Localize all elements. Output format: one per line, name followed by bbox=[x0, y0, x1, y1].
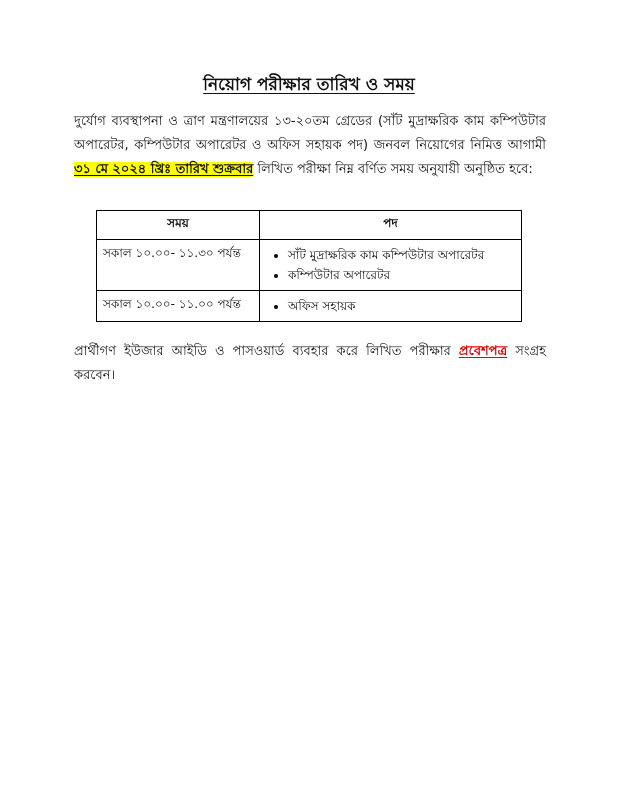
table-row bbox=[97, 240, 522, 291]
admit-card-highlight: প্রবেশপত্র bbox=[458, 344, 508, 359]
intro-paragraph bbox=[74, 110, 546, 182]
post-list bbox=[266, 245, 515, 285]
closing-text-end: সংগ্রহ করবেন। bbox=[74, 344, 546, 383]
intro-text: দুর্যোগ ব্যবস্থাপনা ও ত্রাণ মন্ত্রণালয়ের ১৩-২০তম গ্রেডের (সাঁট মুদ্রাক্ষরিক কাম কম্পিউটার অপারেটর, কম্পিউটার অপারেটর ও অফিস সহায়ক পদ) জনবল নিয়োগের নিমিত্ত আগামী bbox=[74, 114, 546, 153]
post-list bbox=[266, 296, 515, 316]
time-cell: সকাল ১০.০০- ১১.৩০ পর্যন্ত bbox=[97, 240, 260, 291]
list-item: • কম্পিউটার অপারেটর bbox=[288, 265, 515, 285]
list-item: • সাঁট মুদ্রাক্ষরিক কাম কম্পিউটার অপারেটর bbox=[288, 245, 515, 265]
closing-paragraph bbox=[74, 340, 546, 388]
column-header-post: পদ bbox=[260, 211, 522, 240]
table-row bbox=[97, 291, 522, 322]
exam-date-highlight: ৩১ মে ২০২৪ খ্রিঃ তারিখ শুক্রবার bbox=[74, 162, 254, 177]
column-header-time: সময় bbox=[97, 211, 260, 240]
intro-text-end: লিখিত পরীক্ষা নিম্ন বর্ণিত সময় অনুযায়ী অনুষ্ঠিত হবে: bbox=[257, 162, 533, 177]
page-title: নিয়োগ পরীক্ষার তারিখ ও সময় bbox=[203, 75, 415, 95]
table-header-row bbox=[97, 211, 522, 240]
posts-cell bbox=[260, 291, 522, 322]
list-item: • অফিস সহায়ক bbox=[288, 296, 515, 316]
time-cell: সকাল ১০.০০- ১১.০০ পর্যন্ত bbox=[97, 291, 260, 322]
closing-text: প্রার্থীগণ ইউজার আইডি ও পাসওয়ার্ড ব্যবহার করে লিখিত পরীক্ষার bbox=[74, 344, 451, 359]
posts-cell bbox=[260, 240, 522, 291]
exam-schedule-table bbox=[96, 210, 522, 322]
